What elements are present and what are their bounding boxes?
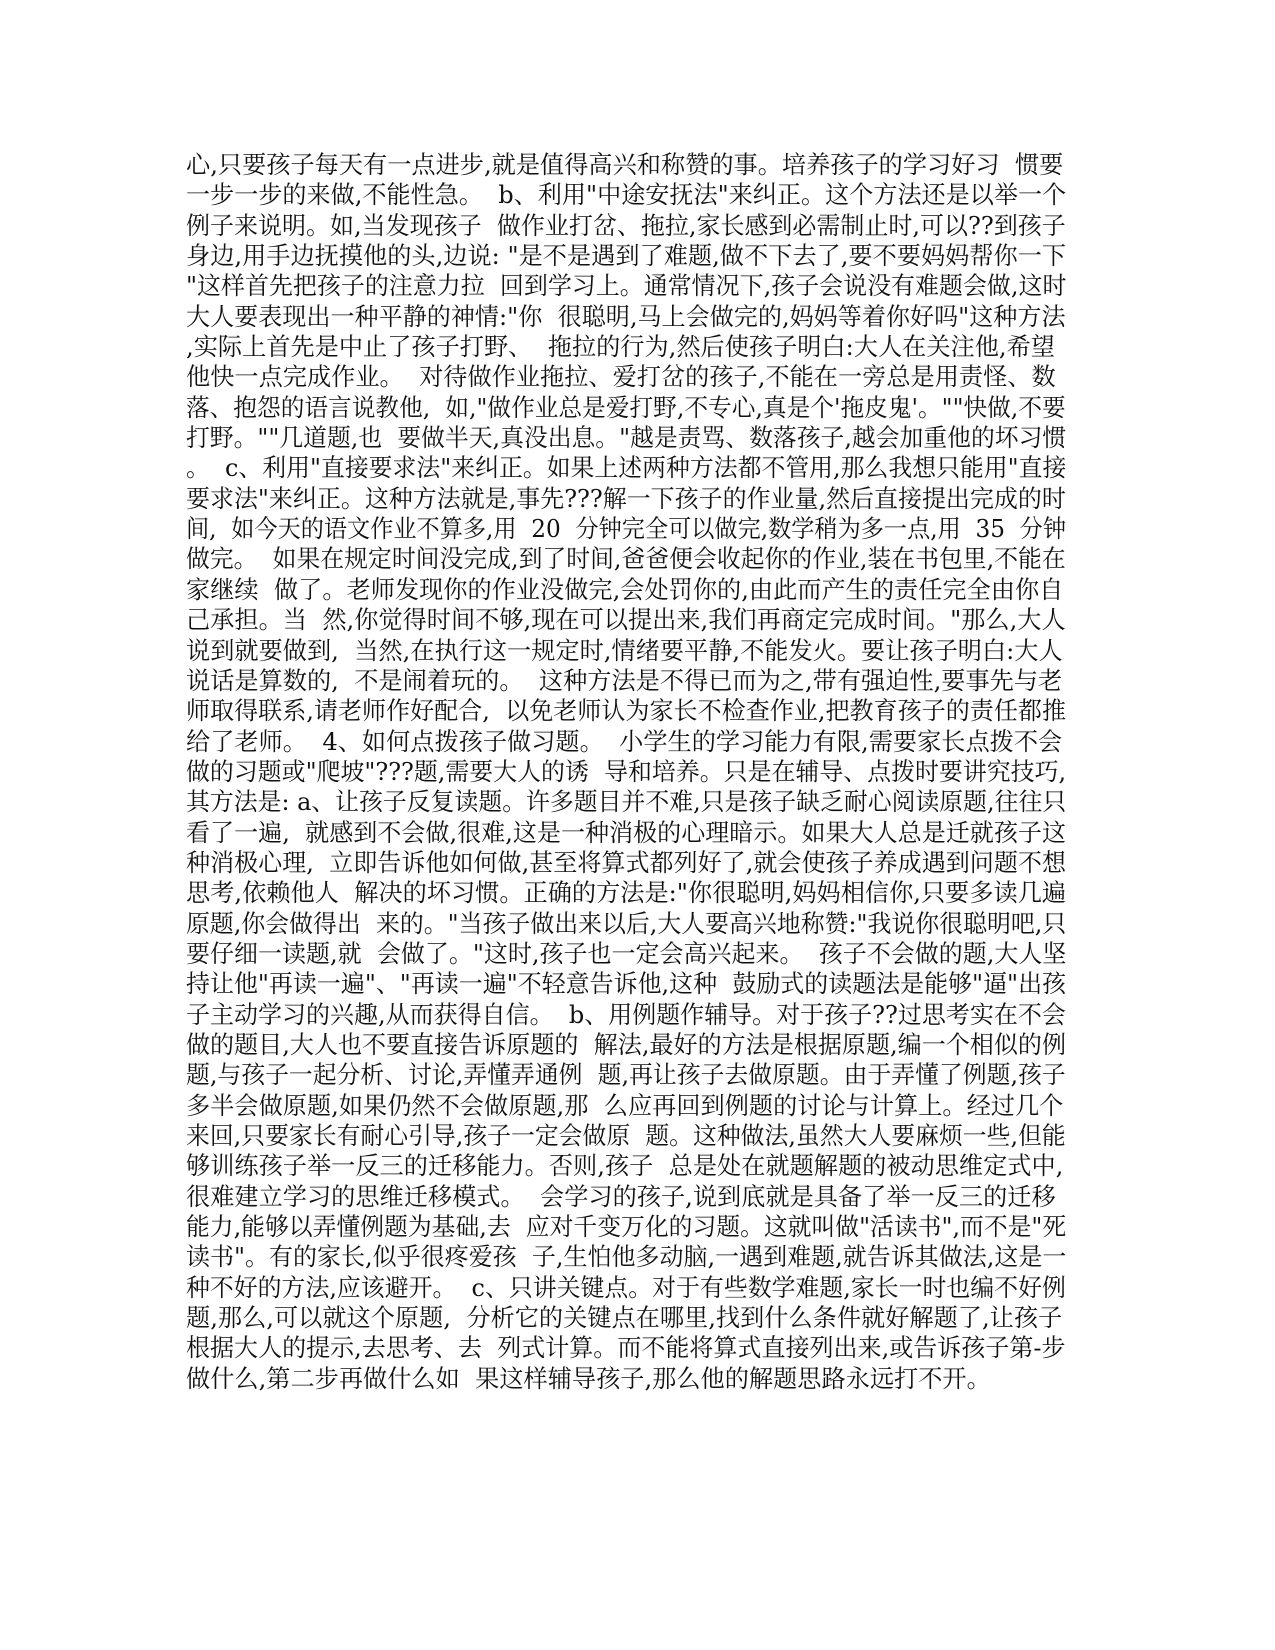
- text-line: 身边,用手边抚摸他的头,边说: "是不是遇到了难题,做不下去了,要不要妈妈帮你一下: [186, 242, 1067, 271]
- text-line: ,实际上首先是中止了孩子打野、 拖拉的行为,然后使孩子明白:大人在关注他,希望: [186, 333, 1055, 362]
- text-line: 题,那么,可以就这个原题, 分析它的关键点在哪里,找到什么条件就好解题了,让孩子: [186, 1304, 1063, 1333]
- text-line: 例子来说明。如,当发现孩子 做作业打岔、拖拉,家长感到必需制止时,可以??到孩子: [186, 211, 1066, 240]
- text-line: 看了一遍, 就感到不会做,很难,这是一种消极的心理暗示。如果大人总是迁就孩子这: [186, 818, 1067, 847]
- text-line: 间, 如今天的语文作业不算多,用 20 分钟完全可以做完,数学稍为多一点,用 35 分钟: [186, 515, 1067, 544]
- text-line: 种消极心理, 立即告诉他如何做,甚至将算式都列好了,就会使孩子养成遇到问题不想: [186, 848, 1067, 877]
- text-line: 能力,能够以弄懂例题为基础,去 应对千变万化的习题。这就叫做"活读书",而不是"死: [186, 1213, 1067, 1242]
- text-line: 。 c、利用"直接要求法"来纠正。如果上述两种方法都不管用,那么我想只能用"直接: [186, 454, 1067, 483]
- text-line: 一步一步的来做,不能性急。 b、利用"中途安抚法"来纠正。这个方法还是以举一个: [186, 181, 1067, 210]
- text-line: 多半会做原题,如果仍然不会做原题,那 么应再回到例题的讨论与计算上。经过几个: [186, 1091, 1064, 1120]
- text-line: 做完。 如果在规定时间没完成,到了时间,爸爸便会收起你的作业,装在书包里,不能在: [186, 545, 1066, 574]
- text-line: "这样首先把孩子的注意力拉 回到学习上。通常情况下,孩子会说没有难题会做,这时: [186, 272, 1067, 301]
- text-line: 其方法是: a、让孩子反复读题。许多题目并不难,只是孩子缺乏耐心阅读原题,往往只: [186, 788, 1067, 817]
- text-line: 题,与孩子一起分析、讨论,弄懂弄通例 题,再让孩子去做原题。由于弄懂了例题,孩子: [186, 1061, 1066, 1090]
- body-text: [186, 150, 1066, 1394]
- text-line: 落、抱怨的语言说教他, 如,"做作业总是爱打野,不专心,真是个'拖皮鬼'。""快做,不要: [186, 393, 1066, 422]
- text-line: 大人要表现出一种平静的神情:"你 很聪明,马上会做完的,妈妈等着你好吗"这种方法: [186, 302, 1066, 331]
- text-line: 要求法"来纠正。这种方法就是,事先???解一下孩子的作业量,然后直接提出完成的时: [186, 484, 1066, 513]
- text-line: 说到就要做到, 当然,在执行这一规定时,情绪要平静,不能发火。要让孩子明白:大人: [186, 636, 1063, 665]
- text-line: 师取得联系,请老师作好配合, 以免老师认为家长不检查作业,把教育孩子的责任都推: [186, 697, 1067, 726]
- text-line: 原题,你会做得出 来的。"当孩子做出来以后,大人要高兴地称赞:"我说你很聪明吧,只: [186, 909, 1067, 938]
- text-line: 心,只要孩子每天有一点进步,就是值得高兴和称赞的事。培养孩子的学习好习 惯要: [186, 151, 1064, 179]
- text-line: 持让他"再读一遍"、"再读一遍"不轻意告诉他,这种 鼓励式的读题法是能够"逼"出孩: [186, 970, 1067, 999]
- text-line: 己承担。当 然,你觉得时间不够,现在可以提出来,我们再商定完成时间。"那么,大人: [186, 606, 1066, 635]
- text-line: 做什么,第二步再做什么如 果这样辅导孩子,那么他的解题思路永远打不开。: [186, 1364, 991, 1393]
- text-line: 来回,只要家长有耐心引导,孩子一定会做原 题。这种做法,虽然大人要麻烦一些,但能: [186, 1122, 1066, 1150]
- text-line: 给了老师。 4、如何点拨孩子做习题。 小学生的学习能力有限,需要家长点拨不会: [186, 727, 1063, 756]
- text-line: 他快一点完成作业。 对待做作业拖拉、爱打岔的孩子,不能在一旁总是用责怪、数: [186, 363, 1056, 392]
- text-line: 思考,依赖他人 解决的坏习惯。正确的方法是:"你很聪明,妈妈相信你,只要多读几遍: [186, 879, 1067, 908]
- text-line: 很难建立学习的思维迁移模式。 会学习的孩子,说到底就是具备了举一反三的迁移: [186, 1182, 1056, 1211]
- text-line: 根据大人的提示,去思考、去 列式计算。而不能将算式直接列出来,或告诉孩子第-步: [186, 1334, 1066, 1363]
- text-line: 种不好的方法,应该避开。 c、只讲关键点。对于有些数学难题,家长一时也编不好例: [186, 1273, 1066, 1302]
- text-line: 打野。""几道题,也 要做半天,真没出息。"越是责骂、数落孩子,越会加重他的坏习惯: [186, 424, 1067, 453]
- text-line: 说话是算数的, 不是闹着玩的。 这种方法是不得已而为之,带有强迫性,要事先与老: [186, 666, 1063, 695]
- text-line: 家继续 做了。老师发现你的作业没做完,会处罚你的,由此而产生的责任完全由你自: [186, 575, 1064, 604]
- text-line: 做的习题或"爬坡"???题,需要大人的诱 导和培养。只是在辅导、点拨时要讲究技巧,: [186, 757, 1067, 786]
- text-line: 做的题目,大人也不要直接告诉原题的 解法,最好的方法是根据原题,编一个相似的例: [186, 1030, 1067, 1059]
- text-line: 读书"。有的家长,似乎很疼爱孩 子,生怕他多动脑,一遇到难题,就告诉其做法,这是一: [186, 1243, 1067, 1272]
- text-line: 够训练孩子举一反三的迁移能力。否则,孩子 总是处在就题解题的被动思维定式中,: [186, 1152, 1064, 1181]
- text-line: 子主动学习的兴趣,从而获得自信。 b、用例题作辅导。对于孩子??过思考实在不会: [186, 1000, 1066, 1029]
- text-line: 要仔细一读题,就 会做了。"这时,孩子也一定会高兴起来。 孩子不会做的题,大人坚: [186, 939, 1067, 968]
